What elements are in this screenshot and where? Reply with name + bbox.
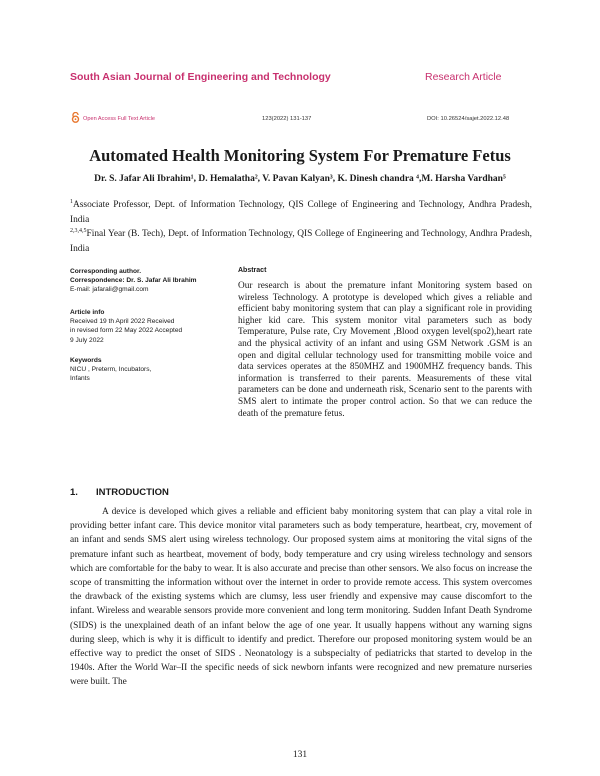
affiliation-1	[70, 195, 532, 227]
abstract-heading: Abstract	[238, 267, 267, 274]
open-access-badge	[71, 110, 155, 128]
correspondence-line: Correspondence: Dr. S. Jafar Ali Ibrahim	[70, 277, 197, 285]
section-title: INTRODUCTION	[96, 487, 169, 498]
revised-line: in revised form 22 May 2022 Accepted	[70, 327, 183, 335]
doi: DOI: 10.26524/sajet.2022.12.48	[427, 116, 510, 122]
corresponding-heading: Corresponding author.	[70, 268, 142, 275]
introduction-text: A device is developed which gives a reliable and efficient baby monitoring system that can play a vital role in providing better infant care. This device monitor vital parameters such as body temperature, heartbeat, cry, movement of an infant and sends SMS alert using wireless technology. Our proposed system aims at monitoring the vital signs of the premature infant such as heartbeat, movement of body, body temperature and cry using wireless technology and sensors which are comfortable for the baby to wear. It is also accurate and precise than other sensors. We also focus on increase the scope of transmitting the information without over the internet in order to provide remote access. This system overcomes the drawback of the existing systems which are clumsy, less user friendly and expensive may cause discomfort to the infant. Wireless and wearable sensors provide more convenient and long term monitoring. Sudden Infant Death Syndrome (SIDS) is the unexplained death of an infant below the age of one year. It usually happens without any warning signs during sleep, which is why it is difficult to identify and predict. Therefore our proposed monitoring system would be an effective way to predict the onset of SIDS . Neonatology is a subspecialty of pediatricks that started to develop in the 1940s. After the World War–II the specific needs of sick newborn infants were recognized and new premature nurseries were built. The	[70, 507, 532, 688]
affiliation-1-marker: 1	[70, 199, 73, 205]
keywords-heading: Keywords	[70, 357, 102, 364]
paper-title: Automated Health Monitoring System For Premature Fetus	[89, 146, 511, 165]
affiliation-1-text: Associate Professor, Dept. of Information Technology, QIS College of Engineering and Technology, Andhra Pradesh, India	[70, 200, 532, 225]
affiliation-2	[70, 224, 532, 256]
author-list: Dr. S. Jafar Ali Ibrahim¹, D. Hemalatha², V. Pavan Kalyan³, K. Dinesh chandra ⁴,M. Harsha Vardhan⁵	[94, 174, 506, 184]
email-line: E-mail: jafarali@gmail.com	[70, 286, 149, 294]
section-heading	[70, 487, 169, 498]
volume-pages: 123(2022) 131-137	[262, 116, 312, 122]
abstract-text: Our research is about the premature infant Monitoring system based on wireless Technology. A prototype is developed which gives a reliable and efficient baby monitoring system that can play a significant role in providing higher kid care. This system monitor vital parameters such as body Temperature, Pulse rate, Cry Movement ,Blood oxygen level(spo2),heart rate and the physical activity of an infant and using GSM Network .GSM is an open and digital cellular technology used for transmitting mobile voice and data services operates at the 850MHZ and 1900MHZ frequency bands. This information is transferred to their parents. Measurements of these vital parameters can be done and underneath risk, Scenario sent to the parents with SMS alert to intimate the proper control action. So that we can reduce the death of the premature fetus.	[238, 281, 532, 419]
article-info-heading: Article info	[70, 309, 105, 316]
article-type: Research Article	[425, 71, 502, 83]
page-number: 131	[292, 750, 308, 760]
accepted-line: 9 July 2022	[70, 336, 104, 344]
keywords-line-2: Infants	[70, 375, 90, 383]
received-line: Received 19 th April 2022 Received	[70, 318, 175, 326]
corresponding-author-block	[70, 267, 220, 295]
keywords-block	[70, 356, 220, 384]
article-info-block	[70, 308, 220, 345]
journal-name: South Asian Journal of Engineering and Technology	[70, 71, 331, 83]
keywords-line-1: NICU , Preterm, Incubators,	[70, 366, 152, 374]
affiliation-2-text: Final Year (B. Tech), Dept. of Information Technology, QIS College of Engineering and Technology, Andhra Pradesh, India	[70, 229, 532, 254]
affiliation-2-marker: 2,3,4,5	[70, 228, 87, 234]
open-access-label: Open Access Full Text Article	[83, 116, 156, 122]
section-number: 1.	[70, 487, 78, 498]
open-access-icon	[71, 110, 80, 128]
